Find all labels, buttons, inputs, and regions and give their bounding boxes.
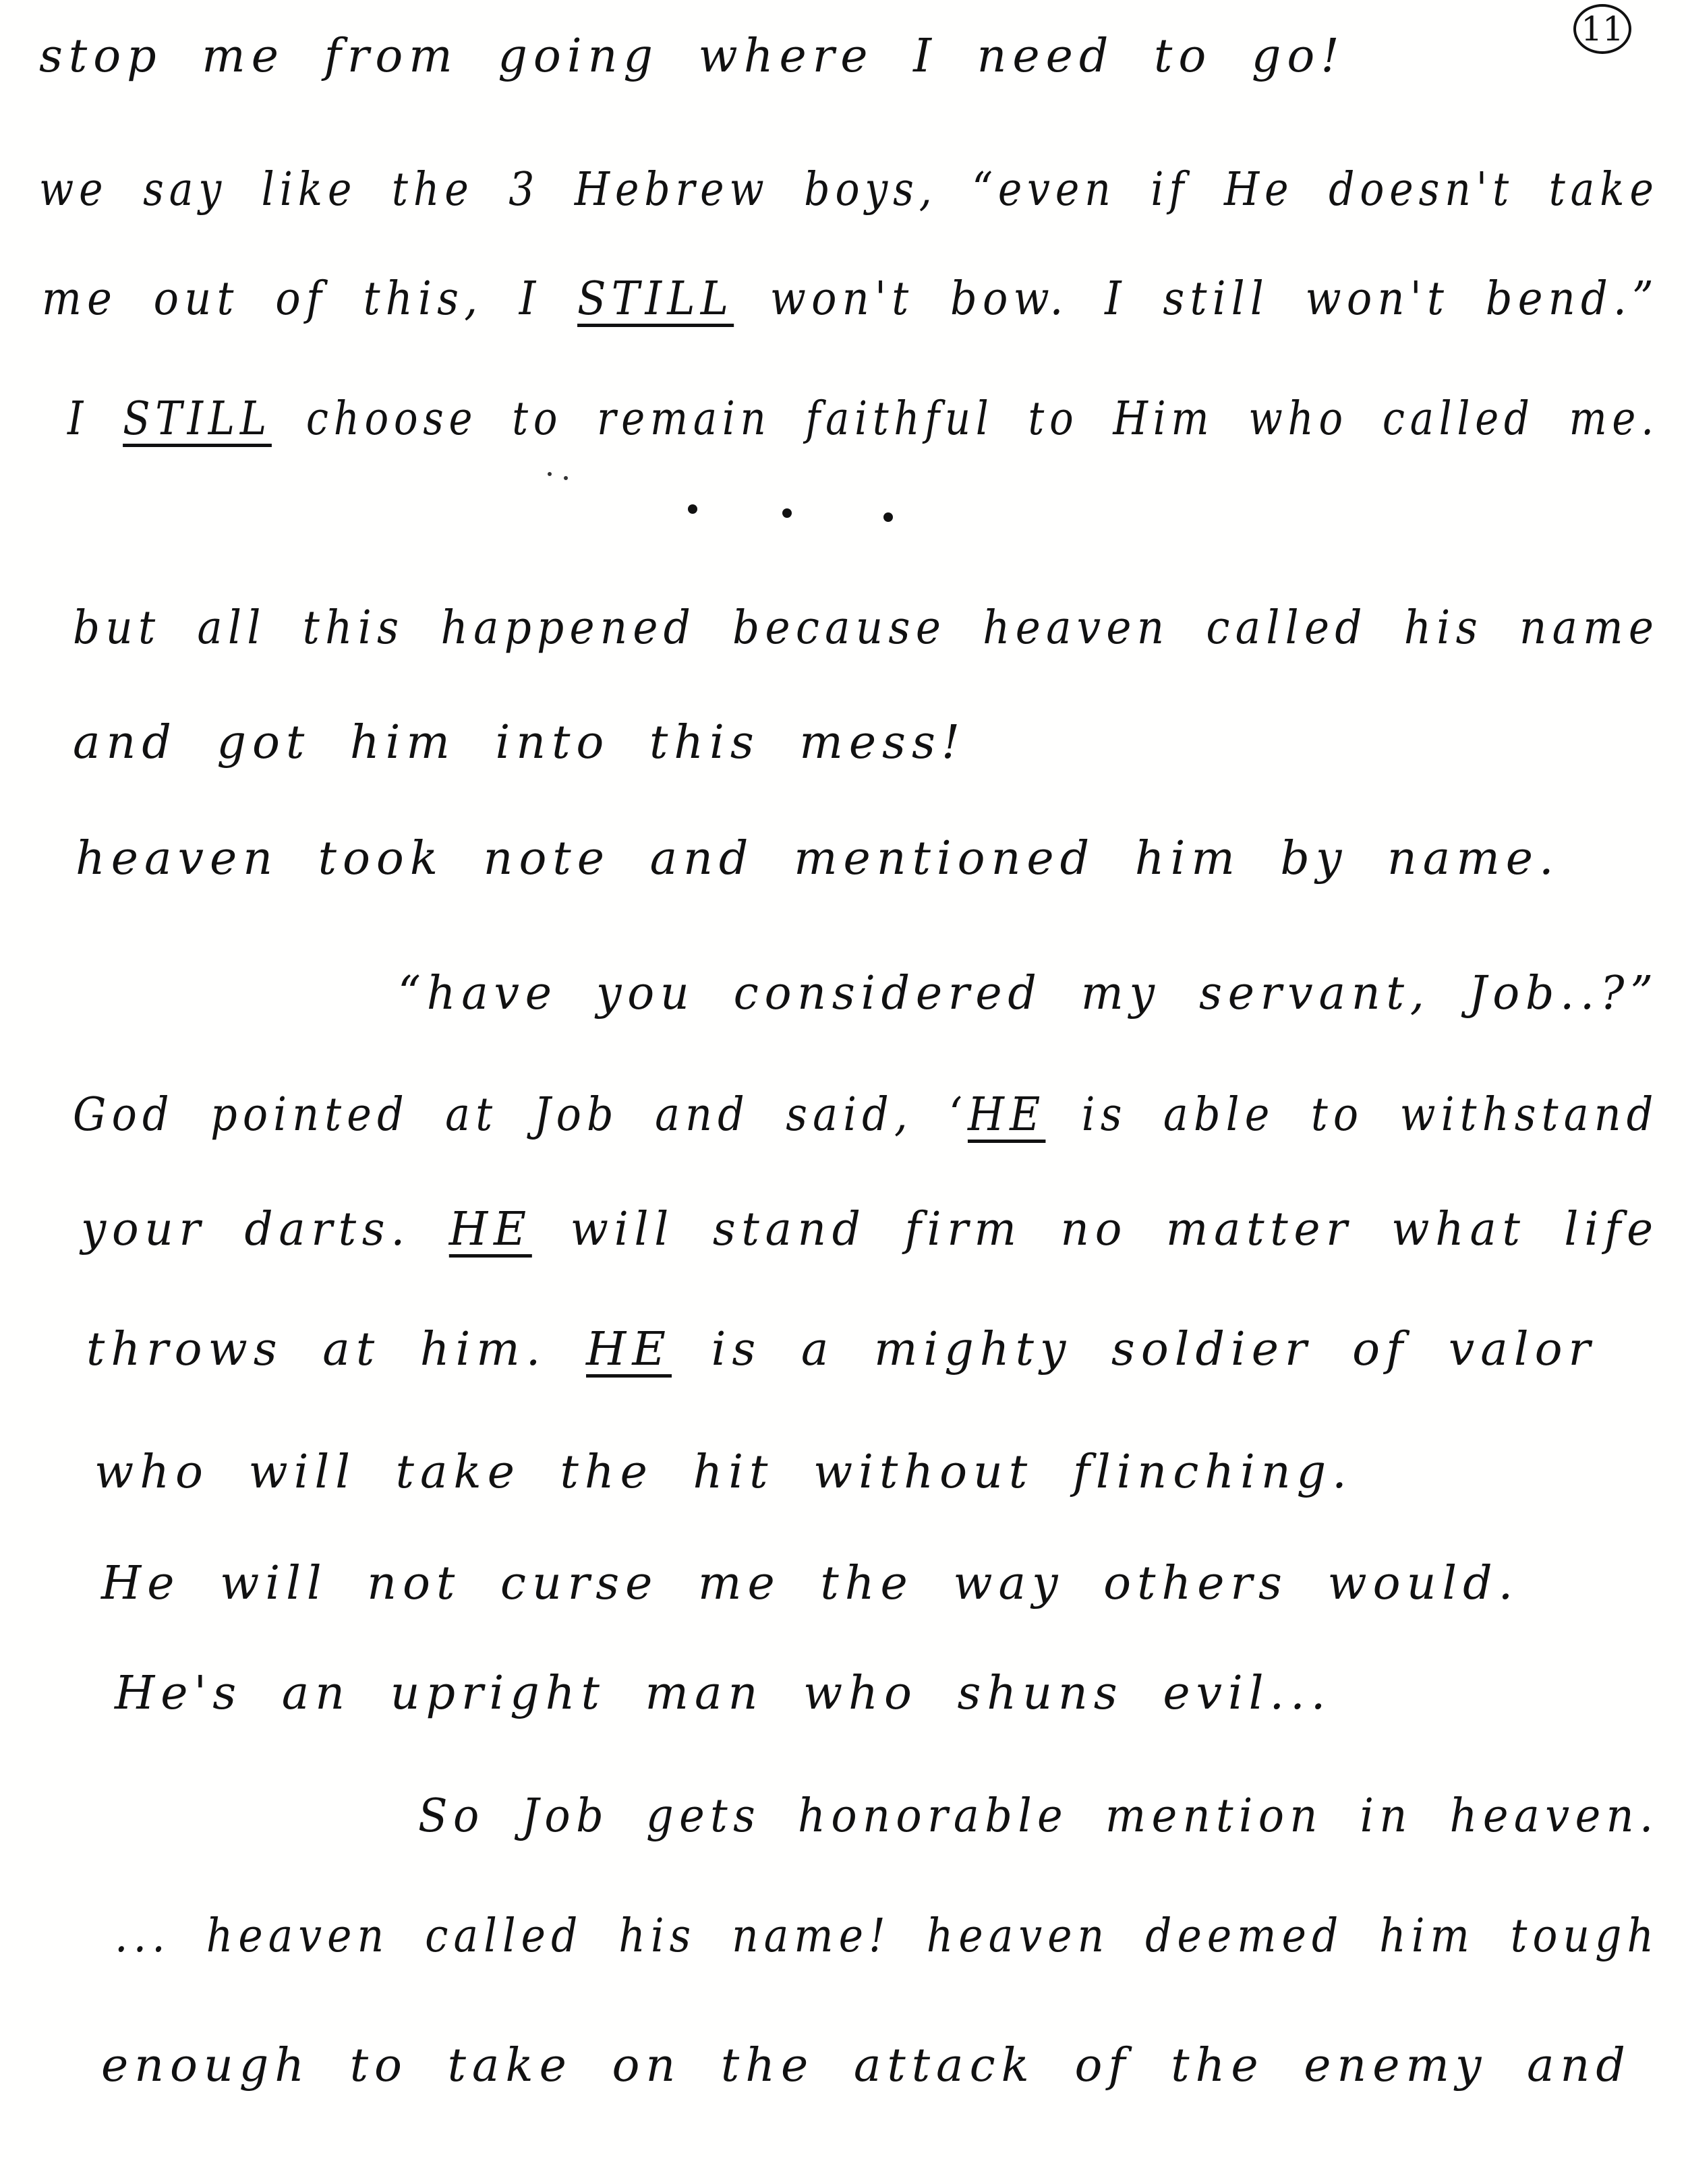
text-line (94, 1446, 1353, 1499)
text-line (418, 1790, 1659, 1843)
line-text: your darts. (81, 1203, 449, 1256)
line-text: and got him into this mess! (73, 716, 966, 769)
ink-speck (564, 476, 568, 480)
underlined-word: STILL (123, 392, 272, 446)
text-line (115, 1910, 1660, 1963)
line-text: He will not curse me the way others would. (101, 1557, 1519, 1610)
text-line (39, 163, 1659, 216)
text-line (115, 1667, 1332, 1720)
line-text: choose to remain faithful to Him who called me. (271, 392, 1659, 446)
underlined-word: STILL (577, 272, 734, 326)
line-text: stop me from going where I need to go! (39, 30, 1345, 83)
ink-speck (548, 472, 552, 476)
line-text: but all this happened because heaven called his name (73, 601, 1660, 655)
text-line (86, 1323, 1597, 1376)
line-text: me out of this, I (42, 272, 578, 326)
line-text: is able to withstand (1045, 1088, 1659, 1142)
line-text: ... heaven called his name! heaven deemed him tough (115, 1910, 1660, 1963)
dot (782, 508, 792, 518)
text-line (73, 601, 1660, 655)
text-line (73, 716, 966, 769)
line-text: will stand firm no matter what life (531, 1203, 1659, 1256)
line-text: God pointed at Job and said, ‘ (73, 1088, 968, 1142)
line-text: He's an upright man who shuns evil... (115, 1667, 1332, 1720)
line-text: enough to take on the attack of the enemy and (101, 2039, 1631, 2092)
text-line (398, 967, 1659, 1020)
line-text: I (67, 392, 123, 446)
text-line (101, 1557, 1519, 1610)
line-text: is a mighty soldier of valor (671, 1323, 1597, 1376)
line-text: So Job gets honorable mention in heaven. (418, 1790, 1659, 1843)
line-text: who will take the hit without flinching. (94, 1446, 1353, 1499)
line-text: we say like the 3 Hebrew boys, “even if He doesn't take (39, 163, 1659, 216)
text-line (101, 2039, 1631, 2092)
text-line (76, 832, 1560, 885)
text-line (67, 392, 1659, 446)
line-text: throws at him. (86, 1323, 587, 1376)
text-line (73, 1088, 1659, 1142)
underlined-word: HE (967, 1088, 1046, 1142)
ellipsis-dots (661, 499, 917, 526)
text-line (42, 272, 1659, 326)
underlined-word: HE (448, 1203, 532, 1256)
dot (688, 504, 697, 514)
line-text: “have you considered my servant, Job..?” (398, 967, 1659, 1020)
dot (883, 512, 893, 522)
line-text: won't bow. I still won't bend.” (734, 272, 1659, 326)
text-line (81, 1203, 1659, 1256)
underlined-word: HE (586, 1323, 672, 1376)
line-text: heaven took note and mentioned him by name. (76, 832, 1560, 885)
text-line (39, 30, 1345, 83)
page-number: 11 (1573, 4, 1631, 54)
